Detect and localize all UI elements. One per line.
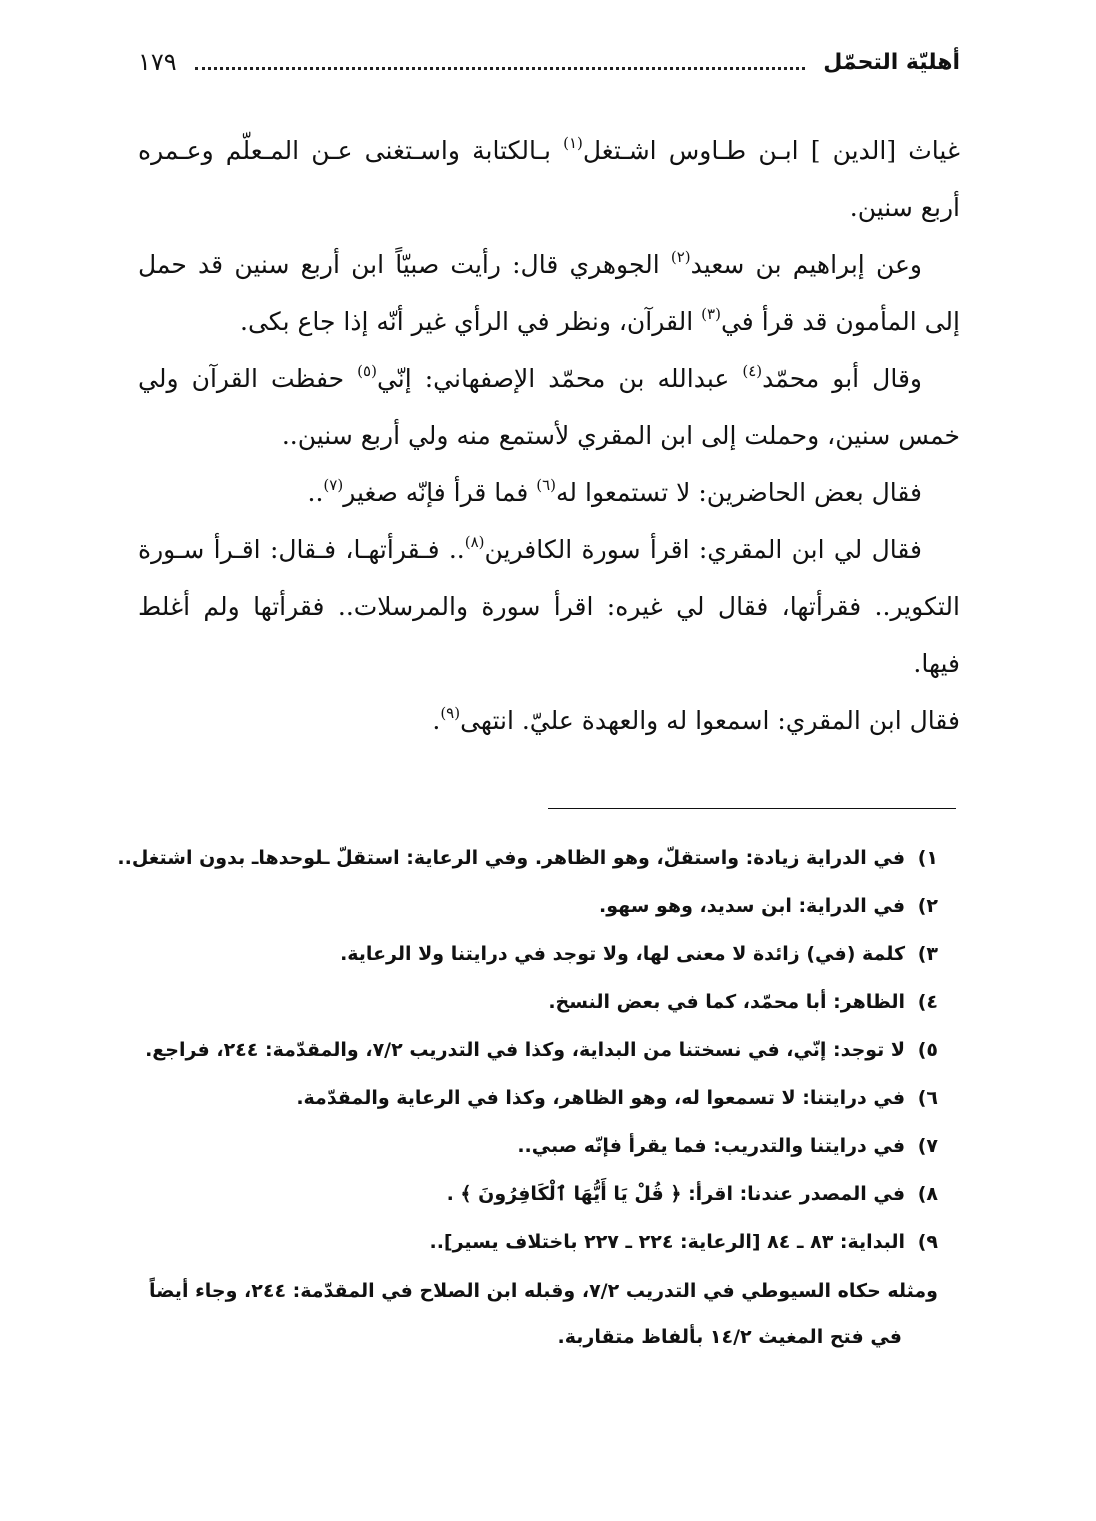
footnote-3: ٣) كلمة (في) زائدة لا معنى لها، ولا توجد في درايتنا ولا الرعاية. [340,943,938,965]
footnote-separator [548,808,956,809]
footnote-ref-6: (٦) [536,475,557,494]
footnote-ref-9: (٩) [440,703,461,722]
footnote-9-continuation: ومثله حكاه السيوطي في التدريب ٧/٢، وقبله ابن الصلاح في المقدّمة: ٢٤٤، وجاء أيضاً [148,1280,938,1302]
paragraph-5: فقال لي ابن المقري: اقرأ سورة الكافرين$^{(٨)}$.. فـقرأتهـا، فـقال: اقـرأ سـورة التكوير.. فقرأتها، فقال لي غيره: اقرأ سورة والمرسلات.. فقرأتها ولم أغلط فيها. [138,532,960,678]
running-title: أهليّة التحمّل [823,49,960,75]
footnote-ref-3: (٣) [701,304,721,323]
footnote-ref-1: (١) [563,133,583,152]
footnote-5: ٥) لا توجد: إنّي، في نسختنا من البداية، وكذا في التدريب ٧/٢، والمقدّمة: ٢٤٤، فراجع. [145,1039,938,1061]
paragraph-2: وعن إبراهيم بن سعيد$^{(٢)}$ الجوهري قال: رأيت صبيّاً ابن أربع سنين قد حمل إلى المأمون قد قرأ في$^{(٣)}$ القرآن، ونظر في الرأي غير أنّه إذا جاع بكى. [138,247,960,336]
footnote-2: ٢) في الدراية: ابن سديد، وهو سهو. [599,895,938,917]
footnote-9-continuation-2: في فتح المغيث ١٤/٢ بألفاظ متقاربة. [557,1326,902,1348]
paragraph-1: غياث [الدين ] ابـن طـاوس اشـتغل$^{(١)}$ بـالكتابة واسـتغنى عـن المـعلّم وعـمره أربع سنين. [138,133,960,222]
footnote-ref-8: (٨) [464,532,485,551]
footnote-4: ٤) الظاهر: أبا محمّد، كما في بعض النسخ. [548,991,938,1013]
footnote-1: ١) في الدراية زيادة: واستقلّ، وهو الظاهر. وفي الرعاية: استقلّ ـلوحدهاـ بدون اشتغل.. [117,847,938,869]
paragraph-6: فقال ابن المقري: اسمعوا له والعهدة عليّ. انتهى$^{(٩)}$. [432,703,960,735]
footnote-7: ٧) في درايتنا والتدريب: فما يقرأ فإنّه صبي.. [517,1135,938,1157]
footnote-ref-2: (٢) [670,247,691,266]
header-dot-leader [195,67,806,70]
footnote-ref-4: (٤) [742,361,763,380]
footnote-6: ٦) في درايتنا: لا تسمعوا له، وهو الظاهر، وكذا في الرعاية والمقدّمة. [296,1087,938,1109]
page-header [138,42,960,82]
main-text [138,122,960,749]
page-number: ١٧٩ [138,48,177,76]
footnotes [117,834,960,1358]
paragraph-3: وقال أبو محمّد$^{(٤)}$ عبدالله بن محمّد الإصفهاني: إنّي$^{(٥)}$ حفظت القرآن ولي خمس سنين، وحملت إلى ابن المقري لأستمع منه ولي أربع سنين.. [138,361,960,450]
footnote-ref-5: (٥) [357,361,377,380]
footnote-8: ٨) في المصدر عندنا: اقرأ: ﴿ قُلْ يَا أَيُّهَا ٱلْكَافِرُونَ ﴾ . [446,1183,938,1205]
footnote-9: ٩) البداية: ٨٣ ـ ٨٤ [الرعاية: ٢٢٤ ـ ٢٢٧ باختلاف يسير].. [429,1231,938,1253]
footnote-ref-7: (٧) [323,475,344,494]
paragraph-4: فقال بعض الحاضرين: لا تستمعوا له$^{(٦)}$ فما قرأ فإنّه صغير$^{(٧)}$.. [307,475,922,507]
